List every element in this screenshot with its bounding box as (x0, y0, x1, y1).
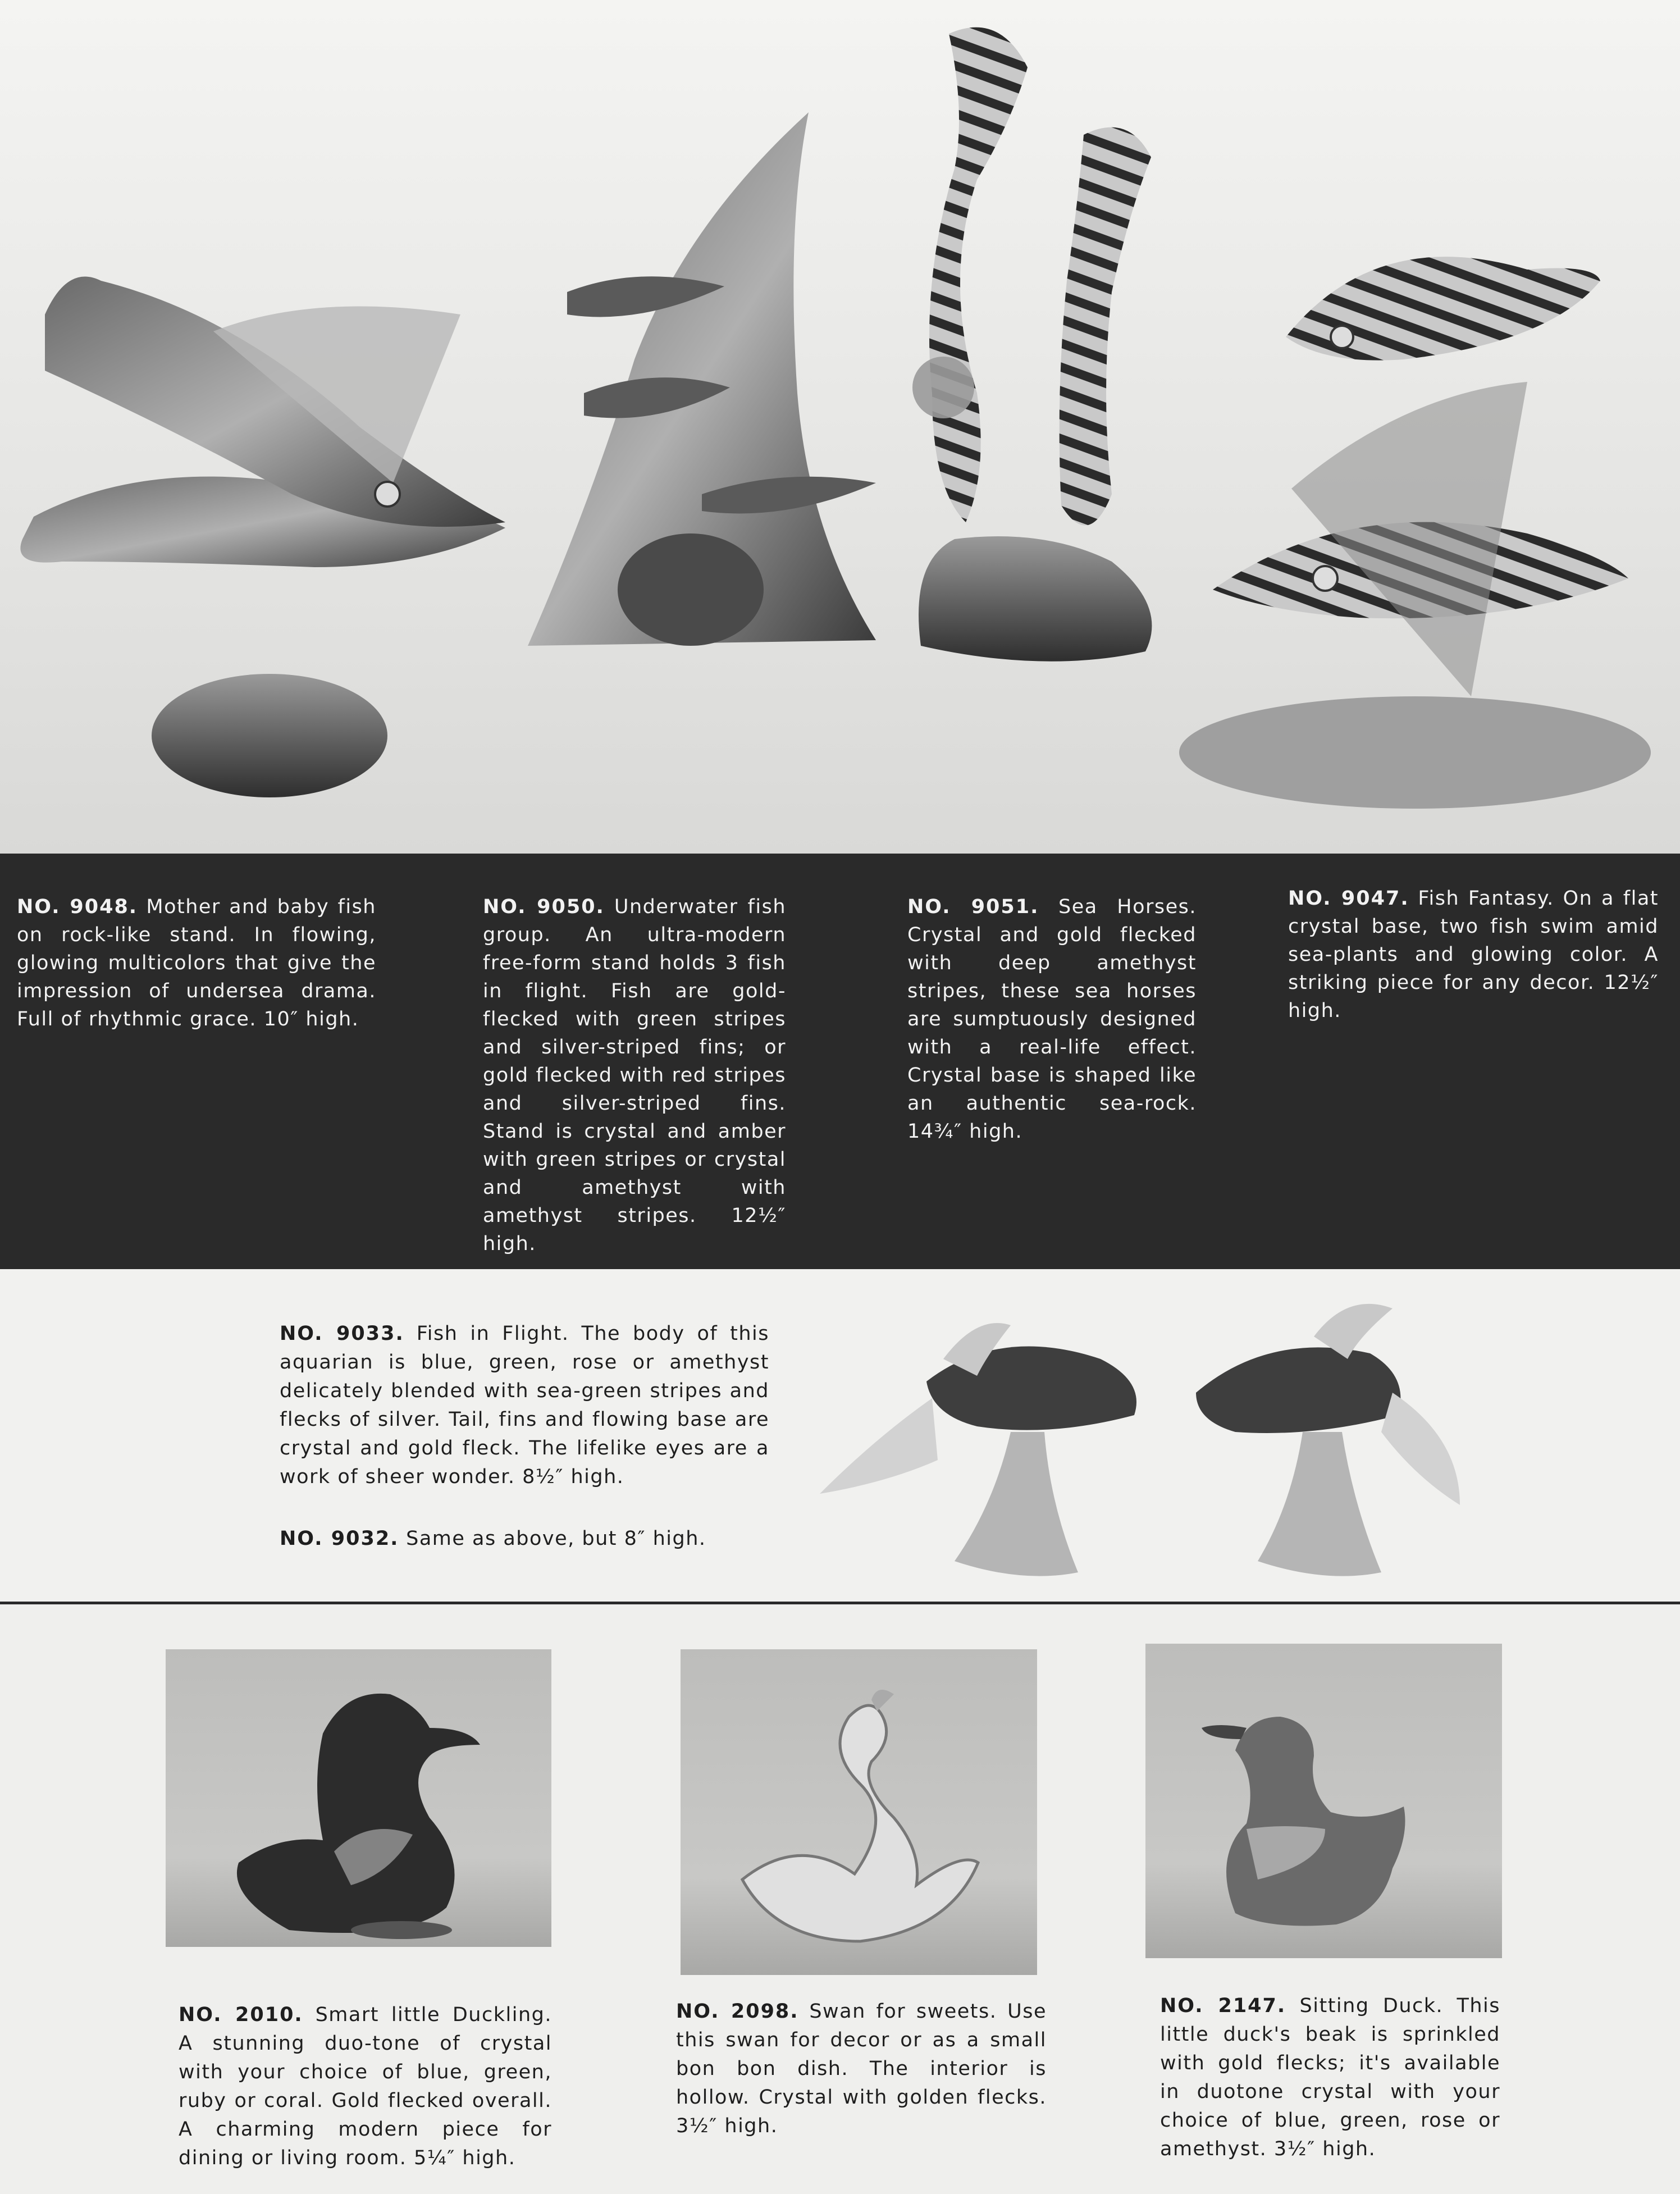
sitting-duck-2147-illustration (1145, 1644, 1502, 1958)
item-number: NO. 9032. (280, 1527, 399, 1550)
caption-9033 (280, 1320, 769, 1491)
item-number: NO. 9048. (17, 896, 138, 918)
fish-in-flight-section (0, 1269, 1680, 1603)
caption-2010 (179, 2001, 552, 2173)
caption-9032 (280, 1525, 769, 1553)
item-number: NO. 9051. (907, 896, 1039, 918)
seahorse-9051-sculpture (912, 28, 1152, 662)
item-number: NO. 9047. (1288, 887, 1409, 910)
hero-photo (0, 0, 1680, 854)
duckling-photo (166, 1649, 551, 1947)
item-number: NO. 2147. (1160, 1995, 1286, 2017)
item-description: Same as above, but 8″ high. (406, 1527, 706, 1550)
item-number: NO. 9033. (280, 1322, 404, 1345)
item-description: Smart little Duckling. A stunning duo-tone of crystal with your choice of blue, green, ruby or coral. Gold flecked overall. A charming modern piece for dining or living room. 5¼″ high. (179, 2004, 552, 2169)
sitting-duck-photo (1145, 1644, 1502, 1958)
item-description: Sea Horses. Crystal and gold flecked with deep amethyst stripes, these sea horses are sumptuously designed with a real-life effect. Crystal base is shaped like an authentic sea-rock. 14¾″ high. (907, 896, 1197, 1143)
swan-2098-illustration (681, 1649, 1037, 1975)
item-description: Mother and baby fish on rock-like stand. In flowing, glowing multicolors that give the impression of undersea drama. Full of rhythmic grace. 10″ high. (17, 896, 376, 1030)
caption-2098 (676, 1997, 1047, 2141)
caption-9051 (907, 893, 1197, 1146)
caption-9050 (483, 893, 786, 1258)
bottom-section (0, 1604, 1680, 2194)
item-number: NO. 2098. (676, 2000, 799, 2023)
fish-right-sculpture (1196, 1304, 1460, 1576)
item-number: NO. 2010. (179, 2004, 303, 2026)
fish-9048-sculpture (20, 277, 505, 798)
caption-2147 (1160, 1992, 1500, 2164)
item-description: Underwater fish group. An ultra-modern free-form stand holds 3 fish in flight. Fish are gold-flecked with green stripes and silver-striped fins; or gold flecked with red stripes and silver-striped fins. Stand is crystal and amber with green stripes or crystal and amethyst with amethyst stripes. 12½″ high. (483, 896, 787, 1255)
fish-9047-sculpture (1179, 257, 1651, 809)
item-description: Fish Fantasy. On a flat crystal base, two fish swim amid sea-plants and glowing color. A striking piece for any decor. 12½″ high. (1288, 887, 1659, 1022)
duckling-2010-illustration (166, 1649, 551, 1947)
item-description: Fish in Flight. The body of this aquarian is blue, green, rose or amethyst delicately blended with sea-green stripes and flecks of silver. Tail, fins and flowing base are crystal and gold fleck. The lifelike eyes are a work of sheer wonder. 8½″ high. (280, 1322, 769, 1488)
fish-9050-sculpture (528, 112, 876, 646)
glass-sculptures-illustration (0, 0, 1680, 854)
caption-9048 (17, 893, 376, 1033)
item-number: NO. 9050. (483, 896, 605, 918)
swan-photo (681, 1649, 1037, 1975)
fish-in-flight-pair-illustration (809, 1292, 1651, 1595)
item-description: Sitting Duck. This little duck's beak is sprinkled with gold flecks; it's available in duotone crystal with your choice of blue, green, rose or amethyst. 3½″ high. (1160, 1995, 1500, 2160)
caption-9047 (1288, 884, 1659, 1025)
caption-band (0, 854, 1680, 1269)
item-description: Swan for sweets. Use this swan for decor or as a small bon bon dish. The interior is hollow. Crystal with golden flecks. 3½″ high. (676, 2000, 1047, 2137)
fish-left-sculpture (820, 1323, 1136, 1576)
